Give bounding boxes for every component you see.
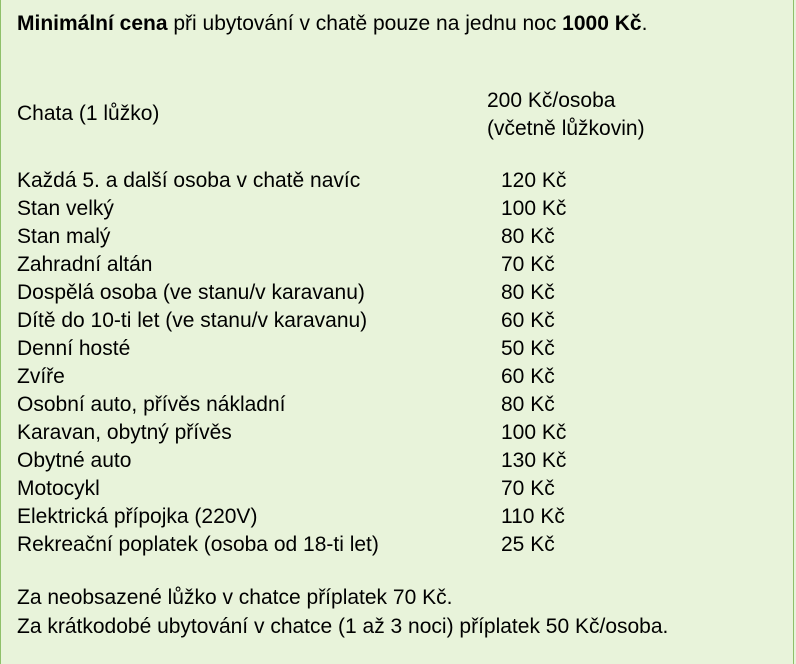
price-row (17, 335, 777, 363)
price-row-value: 50 Kč (501, 337, 555, 360)
surcharge-notes (17, 583, 668, 641)
price-row (17, 475, 777, 503)
price-row-label: Dospělá osoba (ve stanu/v karavanu) (17, 281, 365, 304)
price-row-value: 100 Kč (501, 421, 567, 444)
price-row-value: 100 Kč (501, 197, 567, 220)
price-row (17, 279, 777, 307)
price-row-label: Každá 5. a další osoba v chatě navíc (17, 169, 361, 192)
price-row (17, 531, 777, 559)
price-row (17, 391, 777, 419)
price-row-label: Denní hosté (17, 337, 131, 360)
price-row (17, 223, 777, 251)
price-row (17, 447, 777, 475)
price-row-value: 120 Kč (501, 169, 567, 192)
minimum-price-notice (17, 10, 647, 38)
price-row-label: Zvíře (17, 365, 65, 388)
price-row (17, 167, 777, 195)
price-row-label: Stan malý (17, 225, 111, 248)
surcharge-note-empty-bed: Za neobsazené lůžko v chatce příplatek 70 Kč. (17, 586, 453, 609)
price-row-label: Dítě do 10-ti let (ve stanu/v karavanu) (17, 309, 368, 332)
price-row-value: 70 Kč (501, 253, 555, 276)
price-row-value: 25 Kč (501, 533, 555, 556)
minimum-price-text: při ubytování v chatě pouze na jednu noc (167, 12, 563, 35)
price-row (17, 195, 777, 223)
minimum-price-period: . (641, 12, 648, 35)
price-row (17, 251, 777, 279)
price-row-value: 110 Kč (501, 505, 565, 528)
minimum-price-amount: 1000 Kč (562, 12, 642, 35)
price-row-label: Zahradní altán (17, 253, 153, 276)
price-row-label: Obytné auto (17, 449, 132, 472)
price-row-value: 60 Kč (501, 365, 555, 388)
price-row-value: 70 Kč (501, 477, 555, 500)
price-row-value: 80 Kč (501, 393, 555, 416)
chata-price-note: (včetně lůžkovin) (487, 117, 645, 140)
price-row (17, 363, 777, 391)
price-row-value: 80 Kč (501, 281, 555, 304)
price-row-value: 130 Kč (501, 449, 567, 472)
surcharge-note-short-stay: Za krátkodobé ubytování v chatce (1 až 3 noci) příplatek 50 Kč/osoba. (17, 615, 669, 638)
price-row-label: Stan velký (17, 197, 114, 220)
price-row-label: Rekreační poplatek (osoba od 18-ti let) (17, 533, 379, 556)
price-row-value: 80 Kč (501, 225, 555, 248)
chata-label: Chata (1 lůžko) (17, 102, 160, 125)
chata-price-amount: 200 Kč/osoba (487, 89, 616, 112)
price-row-label: Karavan, obytný přívěs (17, 421, 232, 444)
price-row-label: Osobní auto, přívěs nákladní (17, 393, 286, 416)
price-row-label: Elektrická přípojka (220V) (17, 505, 258, 528)
chata-price (487, 87, 645, 143)
price-table (17, 167, 777, 559)
price-row (17, 307, 777, 335)
price-row-label: Motocykl (17, 477, 100, 500)
price-row (17, 419, 777, 447)
price-row (17, 503, 777, 531)
minimum-price-label: Minimální cena (17, 12, 168, 35)
price-row-value: 60 Kč (501, 309, 555, 332)
